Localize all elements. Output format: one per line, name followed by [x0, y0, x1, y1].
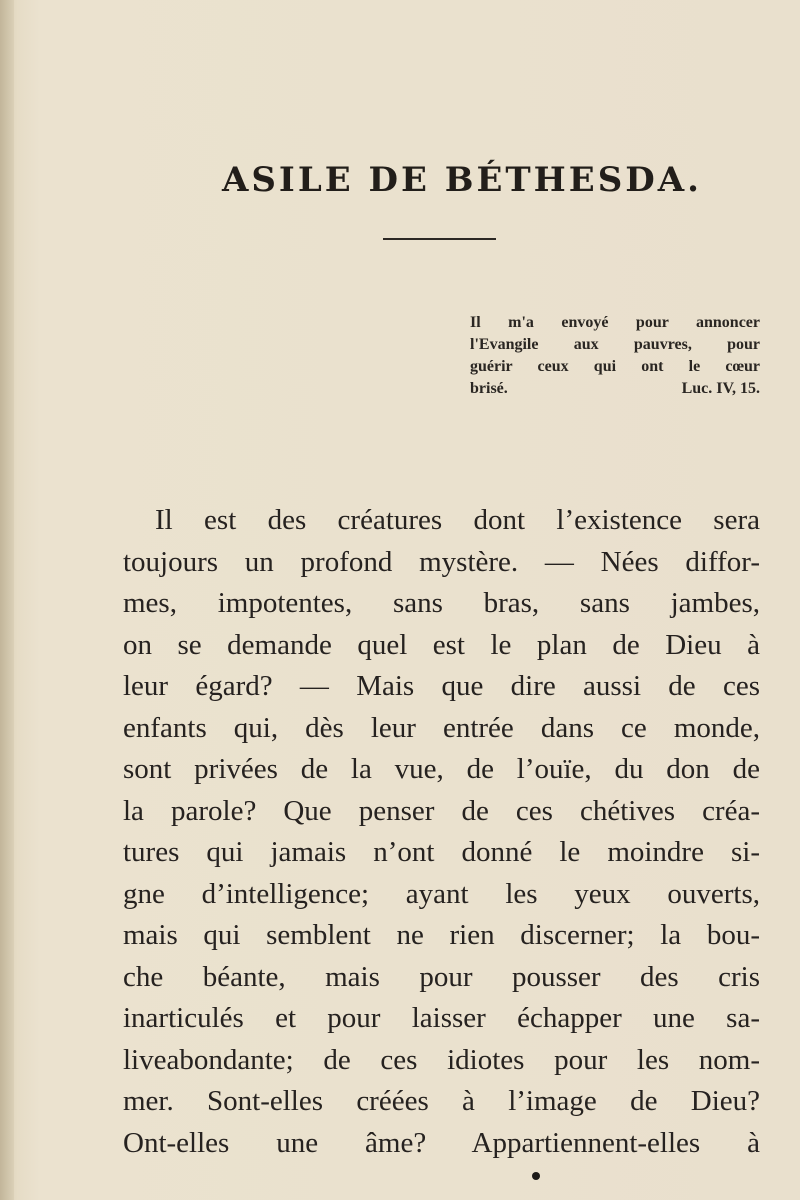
epigraph-last-word: brisé. — [470, 380, 508, 397]
epigraph-line: l'Evangile aux pauvres, pour — [470, 336, 760, 353]
body-line: mer. Sont-elles créées à l’image de Dieu? — [123, 1085, 760, 1117]
body-line: inarticulés et pour laisser échapper une sa- — [123, 1002, 760, 1034]
body-line: la parole? Que penser de ces chétives créa- — [123, 794, 760, 827]
body-line: mes, impotentes, sans bras, sans jambes, — [123, 587, 760, 619]
body-line: on se demande quel est le plan de Dieu à — [123, 628, 760, 661]
body-paragraph — [123, 500, 760, 1164]
body-line: mais qui semblent ne rien discerner; la bou- — [123, 919, 760, 951]
ink-dot — [532, 1172, 540, 1180]
body-line: liveabondante; de ces idiotes pour les nom- — [123, 1043, 760, 1076]
epigraph-last-line — [470, 378, 760, 400]
body-line: che béante, mais pour pousser des cris — [123, 960, 760, 993]
body-line: gne d’intelligence; ayant les yeux ouverts, — [123, 877, 760, 910]
epigraph-line: Il m'a envoyé pour annoncer — [470, 314, 760, 331]
body-line: enfants qui, dès leur entrée dans ce monde, — [123, 711, 760, 744]
page-edge-shadow — [0, 0, 14, 1200]
body-line: leur égard? — Mais que dire aussi de ces — [123, 670, 760, 702]
page-title: ASILE DE BÉTHESDA. — [222, 160, 702, 200]
body-line: Ont-elles une âme? Appartiennent-elles à — [123, 1126, 760, 1159]
body-line: tures qui jamais n’ont donné le moindre si- — [123, 836, 760, 868]
epigraph-reference: Luc. IV, 15. — [681, 380, 760, 397]
body-line: Il est des créatures dont l’existence sera — [155, 504, 760, 536]
body-line: toujours un profond mystère. — Nées diffor- — [123, 545, 760, 578]
epigraph — [470, 312, 760, 400]
epigraph-line: guérir ceux qui ont le cœur — [470, 358, 760, 375]
title-divider — [383, 238, 496, 240]
body-line: sont privées de la vue, de l’ouïe, du don de — [123, 753, 760, 785]
